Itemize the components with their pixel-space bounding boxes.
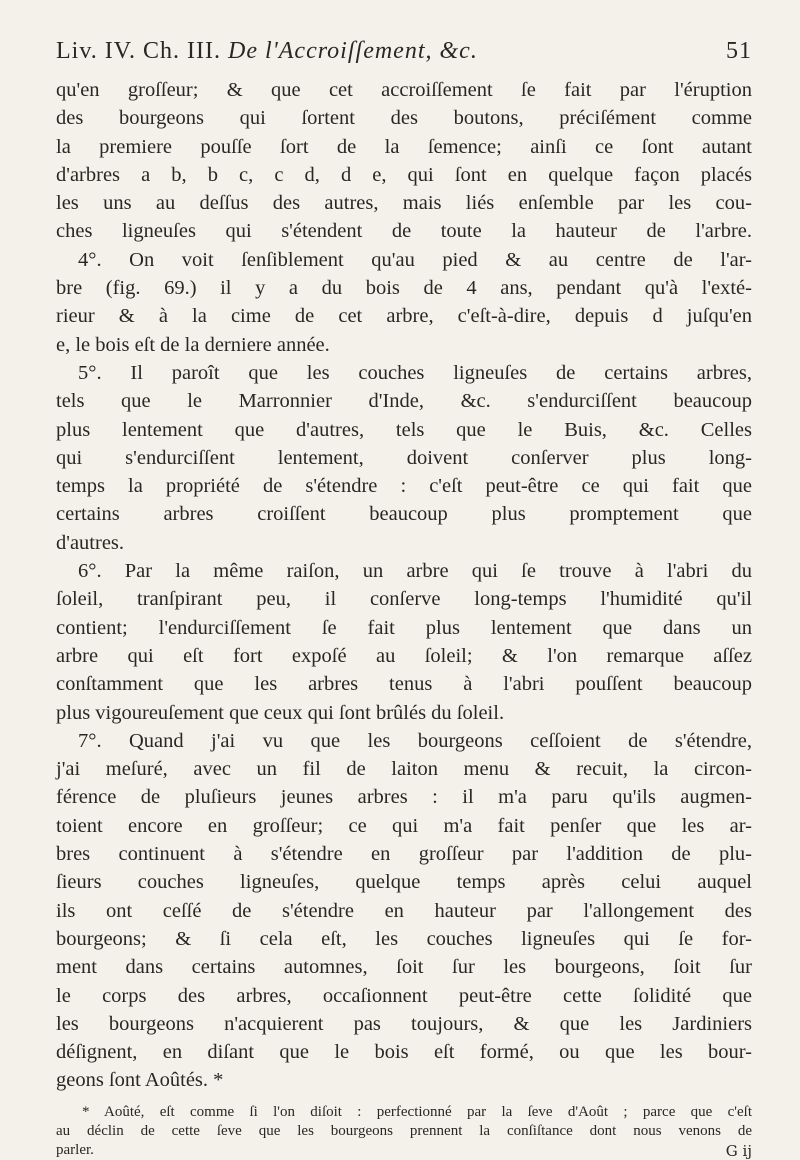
text-line: j'ai meſuré, avec un fil de laiton menu & recuit, la circon- — [56, 758, 752, 781]
text-line: temps la propriété de s'étendre : c'eſt peut-être ce qui fait que — [56, 475, 752, 498]
text-line: ches ligneuſes qui s'étendent de toute la hauteur de l'arbre. — [56, 220, 752, 243]
text-line: ſieurs couches ligneuſes, quelque temps après celui auquel — [56, 871, 752, 894]
text-line: conſtamment que les arbres tenus à l'abri pouſſent beaucoup — [56, 673, 752, 696]
footnote-line: au déclin de cette ſeve que les bourgeons prennent la conſiſtance dont nous venons de — [56, 1122, 752, 1139]
text-line: geons ſont Aoûtés. * — [56, 1069, 224, 1092]
text-line: bre (fig. 69.) il y a du bois de 4 ans, pendant qu'à l'exté- — [56, 277, 752, 300]
text-line: plus vigoureuſement que ceux qui ſont brûlés du ſoleil. — [56, 701, 505, 724]
text-line: bourgeons; & ſi cela eſt, les couches ligneuſes qui ſe for- — [56, 927, 752, 950]
body-text — [56, 76, 752, 1095]
page-number: 51 — [726, 38, 752, 64]
text-line: bres continuent à s'étendre en groſſeur par l'addition de plu- — [56, 843, 752, 866]
text-line: arbre qui eſt fort expoſé au ſoleil; & l'on remarque aſſez — [56, 644, 752, 667]
text-line: d'autres. — [56, 531, 125, 554]
book-page — [56, 38, 752, 1160]
text-line: plus lentement que d'autres, tels que le Buis, &c. Celles — [56, 418, 752, 441]
text-line: qu'en groſſeur; & que cet accroiſſement ſe fait par l'éruption — [56, 79, 752, 101]
text-line: 5°. Il paroît que les couches ligneuſes de certains arbres, — [78, 361, 752, 384]
text-line: e, le bois eſt de la derniere année. — [56, 333, 330, 356]
text-line: les bourgeons n'acquierent pas toujours, & que les Jardiniers — [56, 1012, 752, 1035]
text-line: 6°. Par la même raiſon, un arbre qui ſe trouve à l'abri du — [78, 560, 752, 583]
text-line: déſignent, en diſant que le bois eſt formé, ou que les bour- — [56, 1041, 752, 1064]
text-line: 7°. Quand j'ai vu que les bourgeons ceſſoient de s'étendre, — [78, 729, 752, 752]
text-line: ſoleil, tranſpirant peu, il conſerve long-temps l'humidité qu'il — [56, 588, 752, 611]
running-head-title — [56, 38, 478, 65]
running-head — [56, 38, 752, 76]
text-line: qui s'endurciſſent lentement, doivent conſerver plus long- — [56, 446, 752, 469]
text-line: la premiere pouſſe ſort de la ſemence; ainſi ce ſont autant — [56, 135, 752, 158]
text-line: les uns au deſſus des autres, mais liés enſemble par les cou- — [56, 192, 752, 215]
running-head-chapter: Liv. IV. Ch. III. — [56, 38, 221, 64]
text-line: toient encore en groſſeur; ce qui m'a fait penſer que les ar- — [56, 814, 752, 837]
text-line: d'arbres a b, b c, c d, d e, qui ſont en quelque façon placés — [56, 163, 752, 186]
text-line: tels que le Marronnier d'Inde, &c. s'endurciſſent beaucoup — [56, 390, 752, 413]
text-line: ils ont ceſſé de s'étendre en hauteur par l'allongement des — [56, 899, 752, 922]
text-line: le corps des arbres, occaſionnent peut-être cette ſolidité que — [56, 984, 752, 1007]
footnote — [56, 1103, 752, 1160]
signature-mark: G ij — [725, 1141, 752, 1160]
text-line: certains arbres croiſſent beaucoup plus promptement que — [56, 503, 752, 526]
running-head-subject: De l'Accroiſſement, &c. — [227, 38, 478, 64]
text-line: ment dans certains automnes, ſoit ſur les bourgeons, ſoit ſur — [56, 956, 752, 979]
text-line: contient; l'endurciſſement ſe fait plus lentement que dans un — [56, 616, 752, 639]
footnote-line: * Aoûté, eſt comme ſi l'on diſoit : perfectionné par la ſeve d'Août ; parce que c'eſt — [82, 1103, 752, 1120]
text-line: 4°. On voit ſenſiblement qu'au pied & au centre de l'ar- — [78, 248, 752, 271]
text-line: rieur & à la cime de cet arbre, c'eſt-à-dire, depuis d juſqu'en — [56, 305, 752, 328]
footnote-line: parler. — [56, 1141, 94, 1158]
text-line: férence de pluſieurs jeunes arbres : il m'a paru qu'ils augmen- — [56, 786, 752, 809]
text-line: des bourgeons qui ſortent des boutons, préciſément comme — [56, 107, 752, 130]
